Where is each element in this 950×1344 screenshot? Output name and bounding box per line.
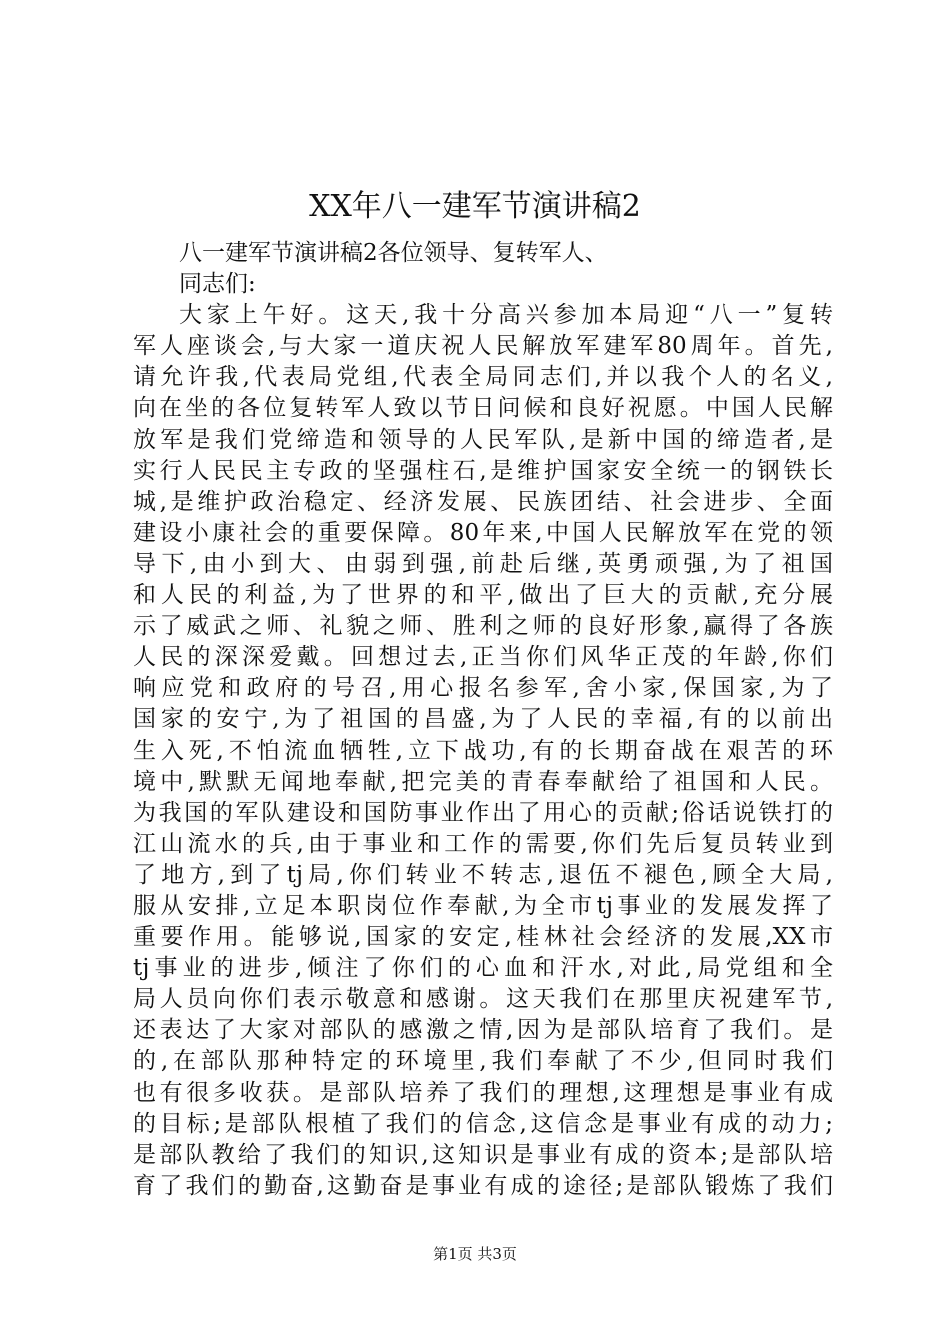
body-line: 是部队教给了我们的知识,这知识是事业有成的资本;是部队培 bbox=[133, 1141, 833, 1168]
body-line: 大家上午好。这天,我十分高兴参加本局迎“八一”复转 bbox=[179, 302, 833, 329]
body-line: tj事业的进步,倾注了你们的心血和汗水,对此,局党组和全 bbox=[133, 955, 833, 982]
body-line: 为我国的军队建设和国防事业作出了用心的贡献;俗话说铁打的 bbox=[133, 799, 833, 826]
body-line: 国家的安宁,为了祖国的昌盛,为了人民的幸福,有的以前出 bbox=[133, 706, 833, 733]
body-line: 服从安排,立足本职岗位作奉献,为全市tj事业的发展发挥了 bbox=[133, 892, 833, 919]
body-line: 导下,由小到大、由弱到强,前赴后继,英勇顽强,为了祖国 bbox=[133, 550, 833, 577]
body-line: 示了威武之师、礼貌之师、胜利之师的良好形象,赢得了各族 bbox=[133, 613, 833, 640]
body-line: 响应党和政府的号召,用心报名参军,舍小家,保国家,为了 bbox=[133, 675, 833, 702]
body-line: 同志们: bbox=[179, 271, 256, 298]
body-line: 的目标;是部队根植了我们的信念,这信念是事业有成的动力; bbox=[133, 1110, 833, 1137]
document-title: XX年八一建军节演讲稿2 bbox=[309, 189, 641, 224]
body-line: 建设小康社会的重要保障。80年来,中国人民解放军在党的领 bbox=[133, 519, 833, 546]
body-line: 城,是维护政治稳定、经济发展、民族团结、社会进步、全面 bbox=[133, 488, 833, 515]
body-line: 重要作用。能够说,国家的安定,桂林社会经济的发展,XX市 bbox=[133, 924, 833, 951]
document-body bbox=[0, 238, 950, 1202]
body-line: 请允许我,代表局党组,代表全局同志们,并以我个人的名义, bbox=[133, 364, 833, 391]
body-line: 实行人民民主专政的坚强柱石,是维护国家安全统一的钢铁长 bbox=[133, 457, 833, 484]
body-line: 境中,默默无闻地奉献,把完美的青春奉献给了祖国和人民。 bbox=[133, 768, 833, 795]
body-line: 人民的深深爱戴。回想过去,正当你们风华正茂的年龄,你们 bbox=[133, 644, 833, 671]
body-line: 生入死,不怕流血牺牲,立下战功,有的长期奋战在艰苦的环 bbox=[133, 737, 833, 764]
body-line: 的,在部队那种特定的环境里,我们奉献了不少,但同时我们 bbox=[133, 1048, 833, 1075]
body-line: 局人员向你们表示敬意和感谢。这天我们在那里庆祝建军节, bbox=[133, 986, 833, 1013]
body-line: 育了我们的勤奋,这勤奋是事业有成的途径;是部队锻炼了我们 bbox=[133, 1172, 833, 1199]
body-line: 八一建军节演讲稿2各位领导、复转军人、 bbox=[179, 240, 608, 266]
body-line: 放军是我们党缔造和领导的人民军队,是新中国的缔造者,是 bbox=[133, 426, 833, 453]
page-number-footer: 第1页 共3页 bbox=[433, 1245, 517, 1263]
body-line: 江山流水的兵,由于事业和工作的需要,你们先后复员转业到 bbox=[133, 830, 833, 857]
body-line: 也有很多收获。是部队培养了我们的理想,这理想是事业有成 bbox=[133, 1079, 833, 1106]
body-line: 了地方,到了tj局,你们转业不转志,退伍不褪色,顾全大局, bbox=[133, 861, 833, 888]
body-line: 还表达了大家对部队的感激之情,因为是部队培育了我们。是 bbox=[133, 1017, 833, 1044]
body-line: 军人座谈会,与大家一道庆祝人民解放军建军80周年。首先, bbox=[133, 333, 833, 360]
body-line: 和人民的利益,为了世界的和平,做出了巨大的贡献,充分展 bbox=[133, 582, 833, 609]
body-line: 向在坐的各位复转军人致以节日问候和良好祝愿。中国人民解 bbox=[133, 395, 833, 422]
